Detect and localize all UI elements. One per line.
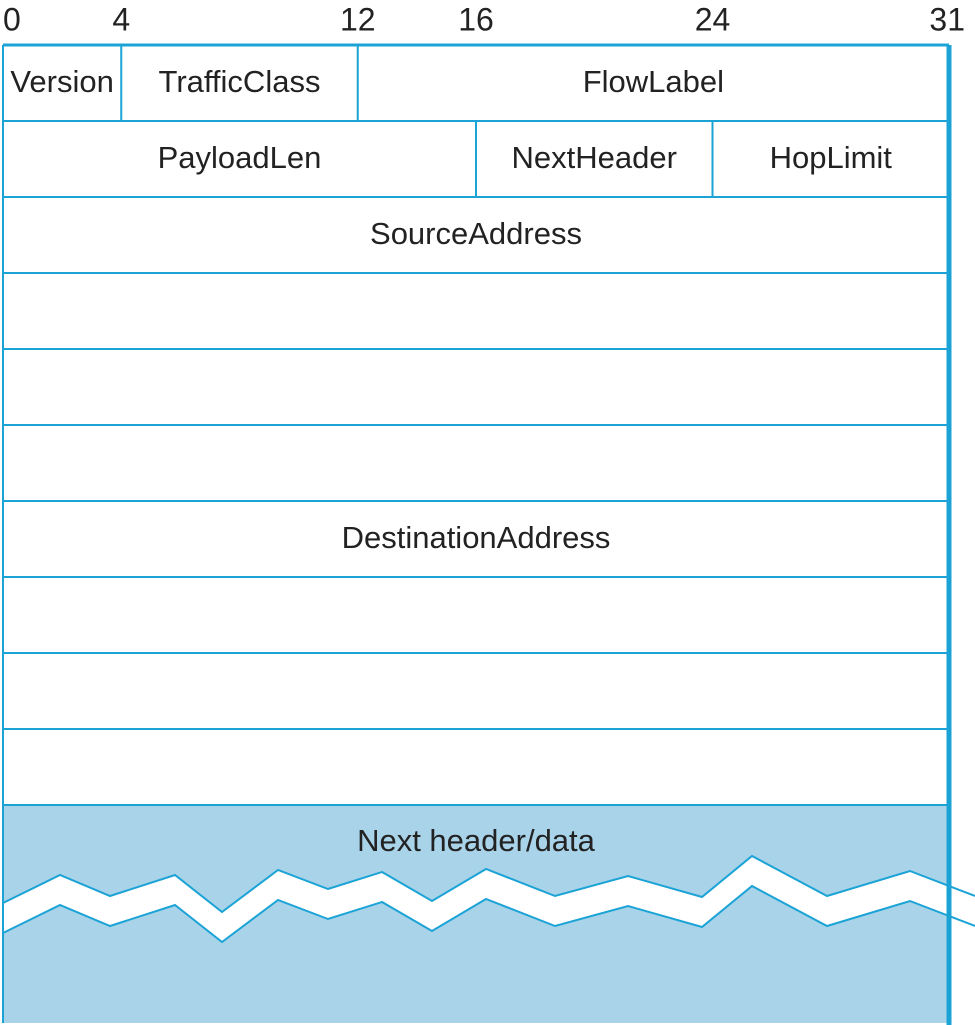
field-nextheader: NextHeader [511, 140, 677, 176]
field-payloadlen: PayloadLen [157, 140, 322, 176]
field-flowlabel: FlowLabel [582, 64, 725, 100]
bit-tick-label: 24 [694, 1, 731, 38]
field-hoplimit: HopLimit [769, 140, 892, 176]
bit-tick-label: 12 [339, 1, 376, 38]
bit-tick-label: 31 [929, 1, 965, 38]
payload-label: Next header/data [357, 823, 595, 859]
field-trafficclass: TrafficClass [158, 64, 321, 100]
field-version: Version [10, 64, 114, 100]
field-sourceaddress: SourceAddress [370, 216, 582, 252]
bit-tick-label: 16 [458, 1, 494, 38]
bit-tick-label: 0 [3, 1, 21, 38]
bit-tick-label: 4 [112, 1, 131, 38]
field-destinationaddress: DestinationAddress [341, 520, 611, 556]
